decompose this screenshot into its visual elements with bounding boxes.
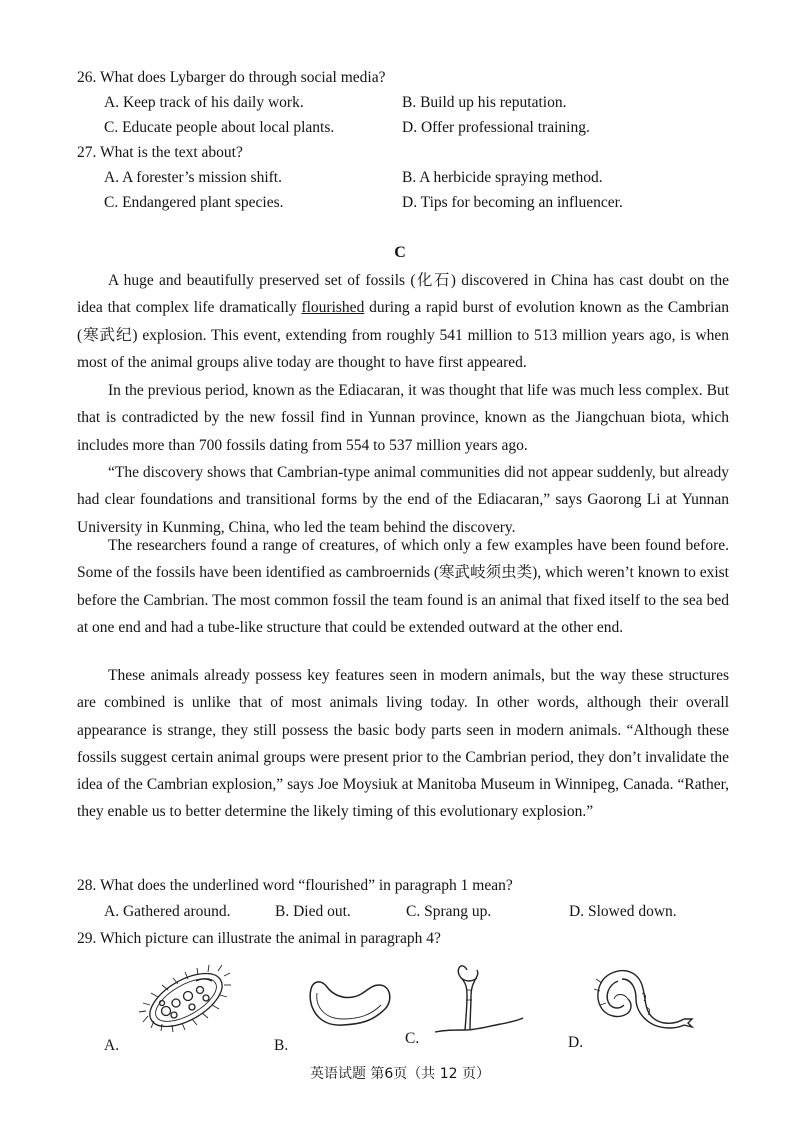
question-26-option-b: B. Build up his reputation. [402, 94, 567, 111]
passage-paragraph-3: “The discovery shows that Cambrian-type animal communities did not appear suddenly, but already had clear foundations and transitional forms by the end of the Ediacaran,” says Gaorong Li at Yunnan University in Kunming, China, who led the team behind the discovery. [77, 464, 729, 536]
stalked-tube-organism-icon [433, 962, 525, 1036]
picture-label-d: D. [568, 1034, 584, 1051]
question-28-stem: 28. What does the underlined word “flourished” in paragraph 1 mean? [77, 877, 513, 894]
picture-label-a: A. [104, 1037, 120, 1054]
question-26-option-c: C. Educate people about local plants. [104, 119, 335, 136]
question-27-stem: 27. What is the text about? [77, 144, 243, 161]
paragraph-1-text-end: during a rapid burst of evolution known as the Cambrian (寒武纪) explosion. This event, extending from roughly 541 million to 513 million years ago, is when most of the animal groups alive today are thought to have first appeared. [77, 299, 729, 371]
question-28-option-b: B. Died out. [275, 903, 351, 920]
section-heading: C [394, 244, 406, 261]
question-26-stem: 26. What does Lybarger do through social media? [77, 69, 386, 86]
bean-shaped-organism-icon [303, 975, 395, 1033]
underlined-word: flourished [301, 299, 365, 317]
question-29-stem: 29. Which picture can illustrate the animal in paragraph 4? [77, 930, 441, 947]
question-27-option-a: A. A forester’s mission shift. [104, 169, 282, 186]
passage-paragraph-1 [77, 267, 729, 376]
question-26-option-d: D. Offer professional training. [402, 119, 590, 136]
curled-worm-organism-icon [592, 963, 696, 1035]
passage-paragraph-5: These animals already possess key features seen in modern animals, but the way these structures are combined is unlike that of most animals living today. In other words, although their overall appearance is strange, they still possess the basic body parts seen in modern animals. “Although these fossils suggest certain animal groups were present prior to the Cambrian period, they don’t invalidate the idea of the Cambrian explosion,” says Joe Moysiuk at Manitoba Museum in Winnipeg, Canada. “Rather, they enable us to better determine the likely timing of this evolutionary explosion.” [77, 667, 729, 821]
picture-label-b: B. [274, 1037, 289, 1054]
question-28-option-c: C. Sprang up. [406, 903, 492, 920]
picture-label-c: C. [405, 1030, 420, 1047]
passage-paragraph-4: The researchers found a range of creatures, of which only a few examples have been found before. Some of the fossils have been identified as cambroernids (寒武岐须虫类), which weren’t known to exist before the Cambrian. The most common fossil the team found is an animal that fixed itself to the sea bed at one end and had a tube-like structure that could be extended outward at the other end. [77, 537, 729, 636]
question-28-option-d: D. Slowed down. [569, 903, 677, 920]
question-27-option-c: C. Endangered plant species. [104, 194, 284, 211]
paragraph-1-text-start: A huge and beautifully preserved set of fossils (化石) discovered in China has cast doubt on the idea that complex life dramatically [77, 272, 729, 317]
passage-paragraph-2: In the previous period, known as the Ediacaran, it was thought that life was much less complex. But that is contradicted by the new fossil find in Yunnan province, known as the Jiangchuan biota, which includes more than 700 fossils dating from 554 to 537 million years ago. [77, 382, 729, 454]
page-footer: 英语试题 第6页（共 12 页） [309, 1066, 491, 1082]
ciliate-protozoan-icon [132, 963, 240, 1037]
question-26-option-a: A. Keep track of his daily work. [104, 94, 304, 111]
question-27-option-b: B. A herbicide spraying method. [402, 169, 603, 186]
question-28-option-a: A. Gathered around. [104, 903, 231, 920]
question-27-option-d: D. Tips for becoming an influencer. [402, 194, 623, 211]
